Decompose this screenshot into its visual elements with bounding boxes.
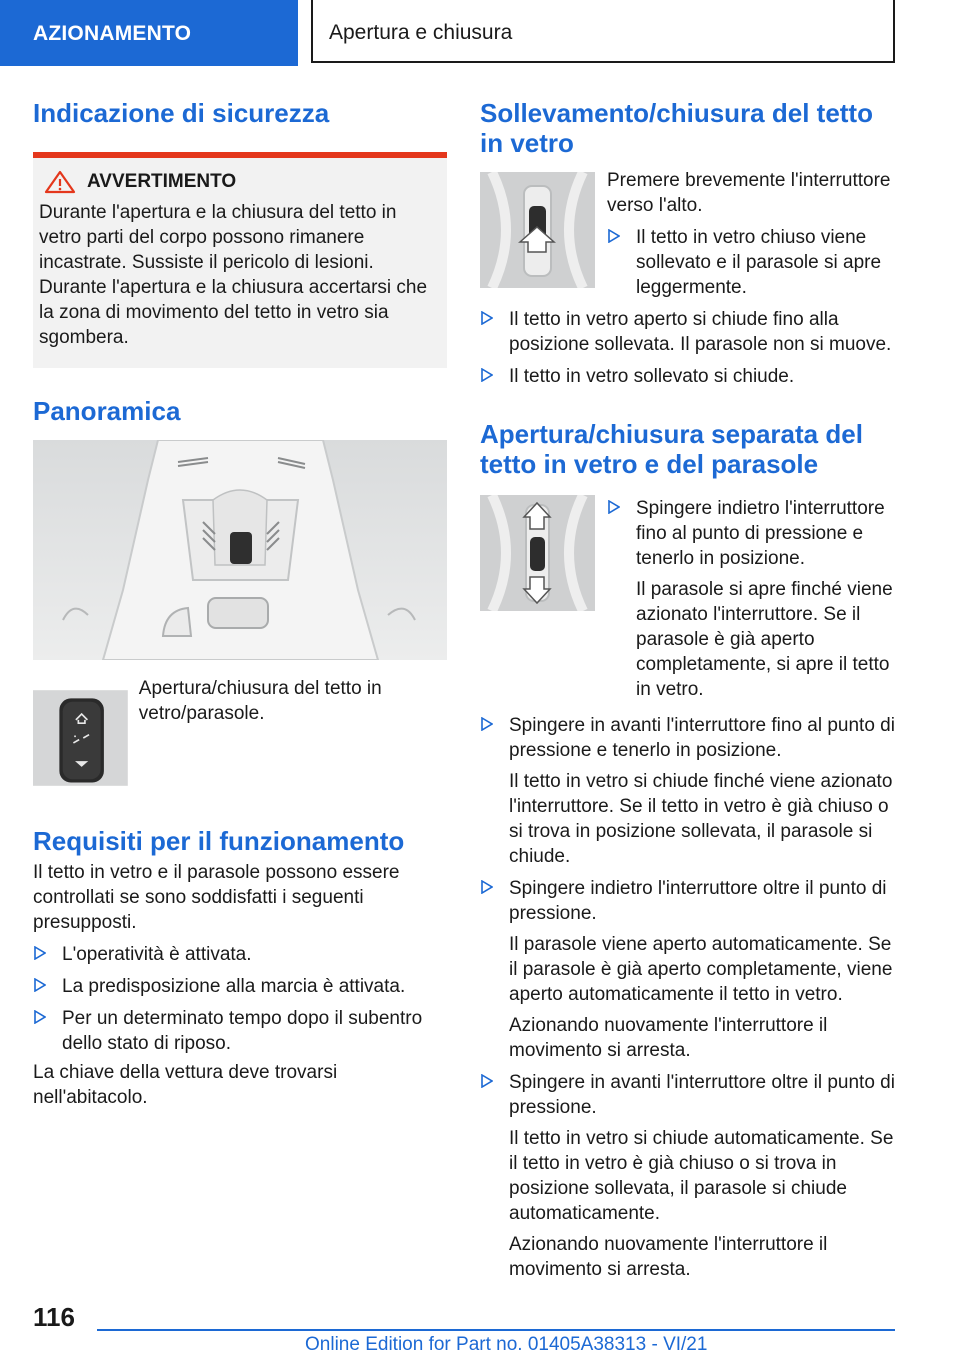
list-item <box>480 307 900 357</box>
list-item <box>480 1070 900 1282</box>
bullet-arrow-icon <box>481 368 493 382</box>
chapter-title: Apertura e chiusura <box>311 0 895 63</box>
overview-heading: Panoramica <box>33 396 181 426</box>
warning-text: Durante l'apertura e la chiusura del tetto in vetro parti del corpo possono rimanere incastrate. Sussiste il pericolo di lesioni. Durante l'apertura e la chiusura accertarsi che la zona di movimento del tetto in vetro sia sgombera. <box>39 202 428 348</box>
list-item <box>480 713 900 869</box>
list-item <box>33 942 447 967</box>
requirements-outro: La chiave della vettura deve trovarsi nell'abitacolo. <box>33 1062 338 1108</box>
page-header <box>0 0 960 66</box>
page-number: 116 <box>33 1302 75 1332</box>
bullet-arrow-icon <box>34 978 46 992</box>
requirements-heading: Requisiti per il funzionamento <box>33 826 405 856</box>
list-item-text: Spingere in avanti l'interruttore fino al punto di pressione e tenerlo in posizione. <box>509 715 895 761</box>
bullet-arrow-icon <box>481 717 493 731</box>
warning-box <box>33 158 447 368</box>
bullet-arrow-icon <box>34 946 46 960</box>
warning-header <box>43 170 441 194</box>
bullet-arrow-icon <box>481 880 493 894</box>
left-column <box>33 98 447 1110</box>
list-item-text: Il tetto in vetro si chiude automaticamente. Se il tetto in vetro è già chiuso o si trova in posizione sollevata, il parasole si chiude automaticamente. <box>509 1128 894 1224</box>
list-item-text: Per un determinato tempo dopo il subentro dello stato di riposo. <box>62 1008 423 1054</box>
separate-row <box>480 495 900 708</box>
right-column <box>480 98 900 1288</box>
separate-list <box>480 713 900 1282</box>
roof-console-image <box>33 440 447 660</box>
lift-inner-list <box>607 225 900 300</box>
safety-heading: Indicazione di sicurezza <box>33 98 330 128</box>
warning-label: AVVERTIMENTO <box>87 171 237 192</box>
lift-instructions <box>607 168 900 300</box>
list-item-text: Spingere indietro l'interruttore fino al punto di pressione e tenerlo in posizione. <box>636 498 885 569</box>
page-footer <box>0 1290 960 1362</box>
list-item-text: Azionando nuovamente l'interruttore il movimento si arresta. <box>509 1015 828 1061</box>
list-item-text: Azionando nuovamente l'interruttore il movimento si arresta. <box>509 1234 828 1280</box>
switch-caption: Apertura/chiusura del tetto in vetro/parasole. <box>138 678 382 724</box>
lift-intro: Premere brevemente l'interruttore verso l'alto. <box>607 170 891 216</box>
lift-list <box>480 307 900 389</box>
list-item-text: Spingere indietro l'interruttore oltre il punto di pressione. <box>509 878 887 924</box>
list-item-text: Spingere in avanti l'interruttore oltre il punto di pressione. <box>509 1072 895 1118</box>
switch-row <box>33 680 447 796</box>
requirements-list <box>33 942 447 1056</box>
list-item-text: Il tetto in vetro si chiude finché viene azionato l'interruttore. Se il tetto in vetro è già chiuso o si trova in posizione sollevata, il parasole si chiude. <box>509 771 893 867</box>
warning-triangle-icon <box>43 170 77 194</box>
separate-inner-list <box>607 489 900 708</box>
list-item-text: Il parasole si apre finché viene azionato l'interruttore. Se il parasole è già aperto completamente, si apre il tetto in vetro. <box>636 579 893 700</box>
switch-up-image <box>480 172 595 288</box>
edition-note: Online Edition for Part no. 01405A38313 - VI/21 <box>305 1334 708 1355</box>
list-item-text: Il tetto in vetro chiuso viene sollevato e il parasole si apre leggermente. <box>636 227 882 298</box>
list-item-text: L'operatività è attivata. <box>62 944 252 965</box>
list-item-text: La predisposizione alla marcia è attivata. <box>62 976 406 997</box>
bullet-arrow-icon <box>608 500 620 514</box>
list-item <box>480 876 900 1063</box>
roof-switch-image <box>33 680 128 796</box>
list-item <box>33 1006 447 1056</box>
separate-heading: Apertura/chiusura separata del tetto in vetro e del parasole <box>480 419 863 479</box>
section-tab: AZIONAMENTO <box>0 0 298 66</box>
list-item-text: Il tetto in vetro aperto si chiude fino alla posizione sollevata. Il parasole non si muove. <box>509 309 892 355</box>
lift-row <box>480 172 900 300</box>
list-item <box>607 496 900 702</box>
list-item <box>33 974 447 999</box>
switch-updown-image <box>480 495 595 611</box>
lift-heading: Sollevamento/chiusura del tetto in vetro <box>480 98 873 158</box>
bullet-arrow-icon <box>481 311 493 325</box>
list-item-text: Il parasole viene aperto automaticamente. Se il parasole è già aperto completamente, viene aperto automaticamente il tetto in vetro. <box>509 934 893 1005</box>
list-item <box>607 225 900 300</box>
bullet-arrow-icon <box>608 229 620 243</box>
list-item-text: Il tetto in vetro sollevato si chiude. <box>509 366 795 387</box>
list-item <box>480 364 900 389</box>
requirements-intro: Il tetto in vetro e il parasole possono essere controllati se sono soddisfatti i seguenti presupposti. <box>33 862 400 933</box>
bullet-arrow-icon <box>481 1074 493 1088</box>
bullet-arrow-icon <box>34 1010 46 1024</box>
